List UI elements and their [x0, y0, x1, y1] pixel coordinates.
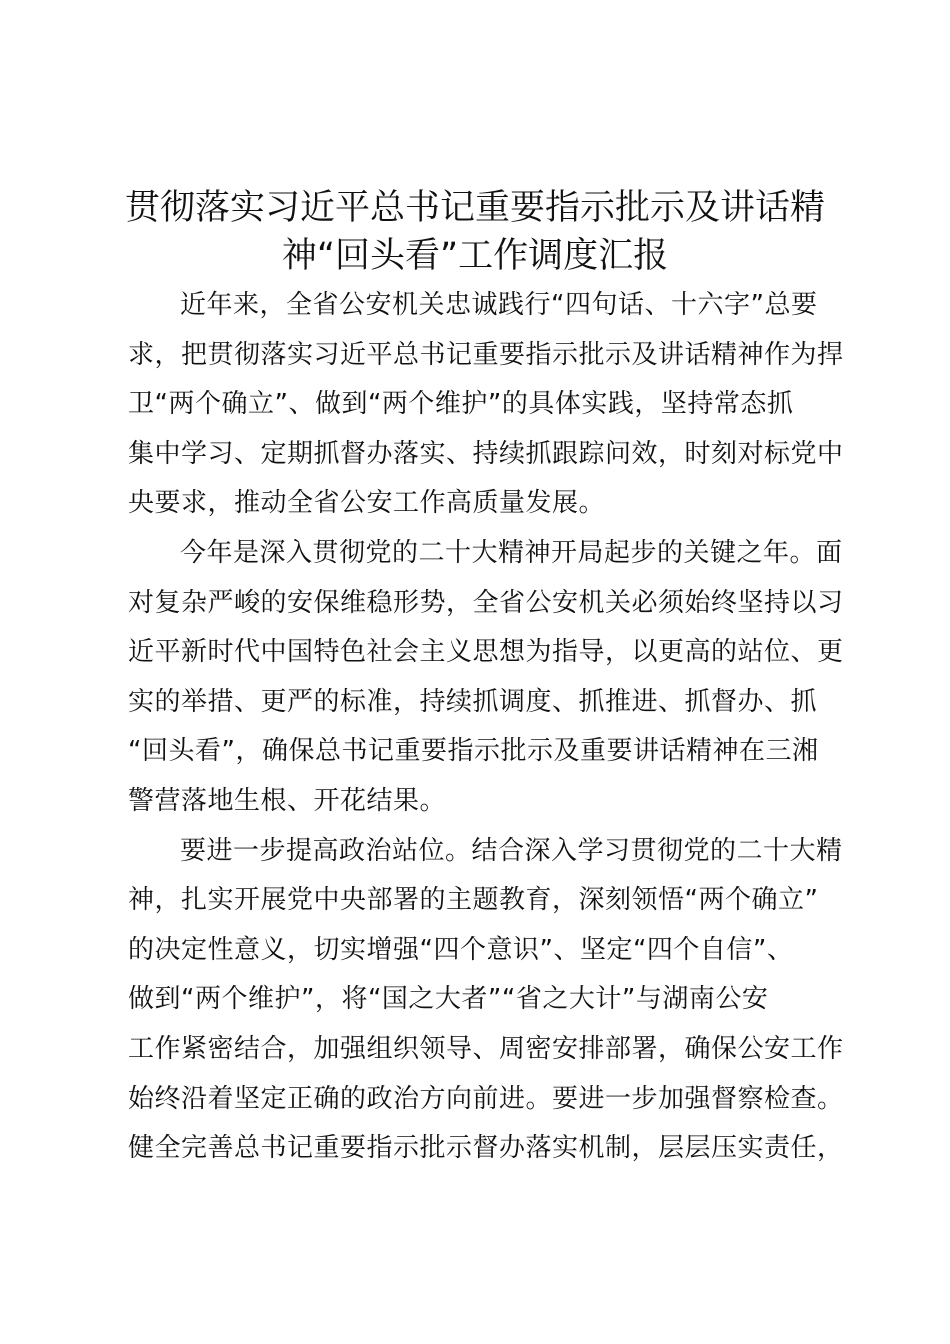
paragraph-line: 今年是深入贯彻党的二十大精神开局起步的关键之年。面: [180, 537, 843, 568]
paragraph-line: 近平新时代中国特色社会主义思想为指导，以更高的站位、更: [128, 637, 844, 668]
paragraph-line: 集中学习、定期抓督办落实、持续抓跟踪问效，时刻对标党中: [128, 438, 844, 469]
paragraph-line: 的决定性意义，切实增强“四个意识”、坚定“四个自信”、: [128, 934, 794, 965]
paragraph-1: [128, 281, 844, 529]
paragraph-line: 工作紧密结合，加强组织领导、周密安排部署，确保公安工作: [128, 1033, 844, 1064]
paragraph-line: 做到“两个维护”，将“国之大者”“省之大计”与湖南公安: [128, 984, 769, 1015]
paragraph-line: 健全完善总书记重要指示批示督办落实机制，层层压实责任，: [128, 1133, 844, 1164]
paragraph-line: 始终沿着坚定正确的政治方向前进。要进一步加强督察检查。: [128, 1083, 844, 1114]
paragraph-line: 求，把贯彻落实习近平总书记重要指示批示及讲话精神作为捍: [128, 339, 844, 370]
paragraph-3: [128, 827, 844, 1174]
paragraph-2: [128, 529, 844, 827]
title-line-2: 神“回头看”工作调度汇报: [281, 236, 669, 276]
paragraph-line: 央要求，推动全省公安工作高质量发展。: [128, 488, 606, 519]
paragraph-line: 要进一步提高政治站位。结合深入学习贯彻党的二十大精: [180, 835, 843, 866]
paragraph-line: 警营落地生根、开花结果。: [128, 785, 447, 816]
paragraph-line: 近年来，全省公安机关忠诚践行“四句话、十六字”总要: [180, 290, 818, 320]
paragraph-line: “回头看”，确保总书记重要指示批示及重要讲话精神在三湘: [128, 736, 819, 767]
paragraph-line: 卫“两个确立”、做到“两个维护”的具体实践，坚持常态抓: [128, 389, 794, 420]
document-body: [128, 281, 844, 1174]
paragraph-line: 对复杂严峻的安保维稳形势，全省公安机关必须始终坚持以习: [128, 587, 844, 618]
paragraph-line: 神，扎实开展党中央部署的主题教育，深刻领悟“两个确立”: [128, 885, 819, 916]
paragraph-line: 实的举措、更严的标准，持续抓调度、抓推进、抓督办、抓: [128, 686, 818, 717]
document-title: [110, 184, 840, 280]
title-line-1: 贯彻落实习近平总书记重要指示批示及讲话精: [124, 188, 825, 228]
